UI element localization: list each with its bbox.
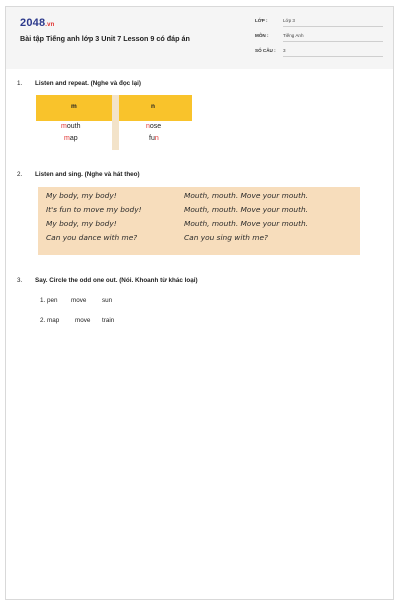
- worksheet-header: [6, 7, 393, 69]
- meta-class-label: LỚP :: [255, 18, 268, 23]
- meta-subject-label: MÔN :: [255, 33, 269, 38]
- meta-subject-value: Tiếng Anh: [283, 33, 304, 38]
- highlight-letter: n: [146, 123, 150, 130]
- lyric-left-2: It's fun to move my body!: [46, 205, 142, 214]
- meta-underline: [283, 41, 383, 42]
- word-rest: ose: [149, 123, 162, 130]
- question-3: [17, 277, 198, 284]
- meta-class-value: Lớp 3: [283, 18, 295, 23]
- highlight-letter: n: [154, 135, 159, 142]
- meta-count-value: 3: [283, 48, 286, 53]
- logo-suffix: .vn: [45, 22, 55, 28]
- phonics-header-m: m: [71, 103, 77, 110]
- option-word[interactable]: move: [71, 297, 87, 304]
- question-1: [17, 80, 141, 87]
- lyric-right-3: Mouth, mouth. Move your mouth.: [184, 219, 309, 228]
- word-rest: ap: [69, 135, 78, 142]
- meta-class-row: [255, 18, 383, 30]
- phonics-word-map: [64, 135, 78, 142]
- lyric-left-1: My body, my body!: [46, 191, 117, 200]
- lyric-left-3: My body, my body!: [46, 219, 117, 228]
- document-title: Bài tập Tiếng anh lớp 3 Unit 7 Lesson 9 có đáp án: [20, 34, 190, 43]
- lyric-right-1: Mouth, mouth. Move your mouth.: [184, 191, 309, 200]
- option-word[interactable]: sun: [102, 297, 113, 304]
- phonics-table: [36, 95, 192, 150]
- lyric-right-4: Can you sing with me?: [184, 233, 268, 242]
- logo-text: 2048: [20, 17, 46, 29]
- question-number: 1.: [17, 80, 23, 87]
- meta-subject-row: [255, 33, 383, 45]
- question-2: [17, 171, 140, 178]
- phonics-word-nose: [146, 123, 161, 130]
- meta-underline: [283, 26, 383, 27]
- word-rest: outh: [66, 123, 81, 130]
- question-text: Say. Circle the odd one out. (Nói. Khoanh từ khác loại): [35, 277, 198, 284]
- highlight-letter: m: [61, 123, 67, 130]
- option-word[interactable]: move: [75, 317, 91, 324]
- phonics-header-n: n: [151, 103, 155, 110]
- option-word[interactable]: 1. pen: [40, 297, 58, 304]
- question-text: Listen and sing. (Nghe và hát theo): [35, 171, 140, 178]
- meta-count-label: SỐ CÂU :: [255, 48, 276, 53]
- site-logo[interactable]: [20, 17, 55, 29]
- meta-underline: [283, 56, 383, 57]
- lyric-left-4: Can you dance with me?: [46, 233, 138, 242]
- phonics-word-mouth: [61, 123, 80, 130]
- question-number: 3.: [17, 277, 23, 284]
- phonics-word-fun: [149, 135, 159, 142]
- lyric-right-2: Mouth, mouth. Move your mouth.: [184, 205, 309, 214]
- phonics-table-divider: [112, 95, 119, 150]
- question-text: Listen and repeat. (Nghe và đọc lại): [35, 80, 142, 87]
- question-number: 2.: [17, 171, 23, 178]
- song-lyrics-box: [38, 187, 360, 255]
- meta-count-row: [255, 48, 383, 60]
- option-word[interactable]: 2. map: [40, 317, 60, 324]
- word-rest: fu: [149, 135, 155, 142]
- highlight-letter: m: [64, 135, 70, 142]
- option-word[interactable]: train: [102, 317, 115, 324]
